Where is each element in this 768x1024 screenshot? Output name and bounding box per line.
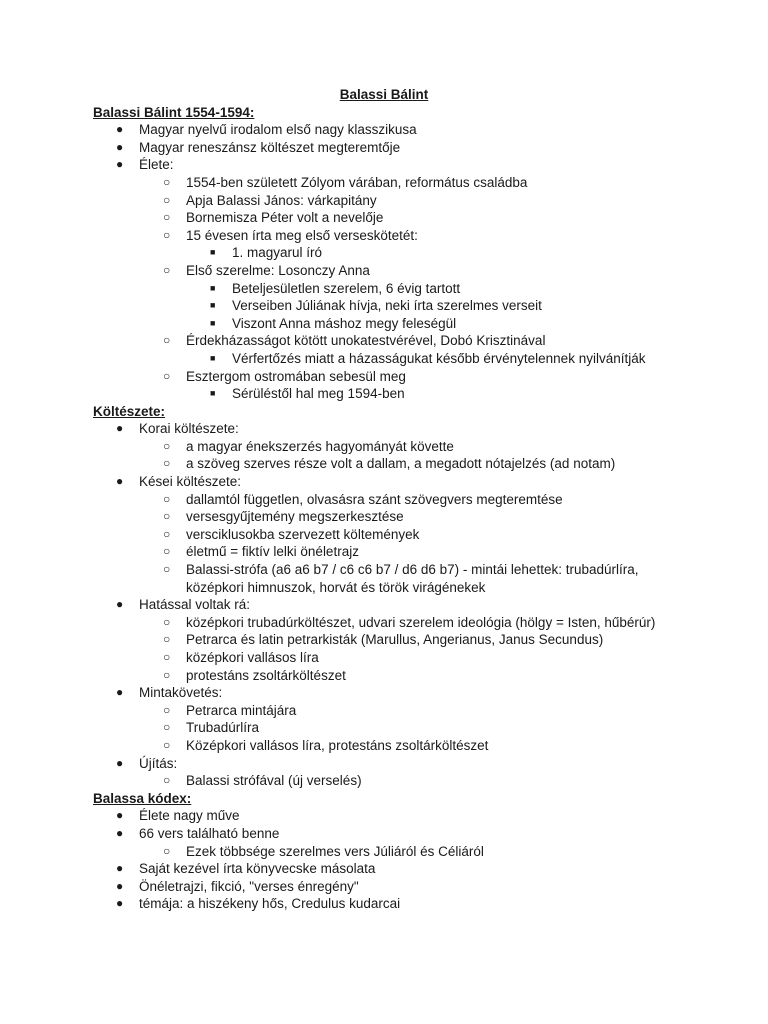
bullet-marker: ■ [210, 388, 216, 399]
bullet-marker: ○ [163, 632, 171, 647]
bullet-marker: ○ [163, 526, 171, 541]
list-item: ○ Középkori vallásos líra, protestáns zsoltárköltészet [163, 737, 489, 753]
bullet-marker: ● [116, 597, 124, 612]
list-item: ● Élete: [116, 157, 174, 173]
bullet-marker: ○ [163, 702, 171, 717]
list-item: ○ életmű = fiktív lelki önéletrajz [163, 544, 359, 560]
list-item: ○ a szöveg szerves része volt a dallam, a megadott nótajelzés (ad notam) [163, 456, 616, 472]
list-item: ● Saját kezével írta könyvecske másolata [116, 861, 376, 877]
list-item: ○ Érdekházasságot kötött unokatestvérével, Dobó Krisztinával [163, 333, 546, 349]
document-body [0, 86, 768, 913]
bullet-marker: ● [116, 685, 124, 700]
bullet-marker: ■ [210, 247, 216, 258]
section-heading-codex: Balassa kódex: [93, 790, 192, 806]
section-heading-poetry: Költészete: [93, 403, 166, 419]
list-item: ● Hatással voltak rá: [116, 597, 251, 613]
bullet-marker: ○ [163, 333, 171, 348]
bullet-marker: ● [116, 896, 124, 911]
list-item: ■ Beteljesületlen szerelem, 6 évig tartott [210, 280, 461, 296]
list-item: ○ Első szerelme: Losonczy Anna [163, 262, 370, 278]
list-item: ○ Balassi strófával (új verselés) [163, 773, 362, 789]
list-item: ■ Sérüléstől hal meg 1594-ben [210, 386, 405, 402]
list-item: ● Kései költészete: [116, 474, 242, 490]
bullet-marker: ○ [163, 192, 171, 207]
list-item: ○ protestáns zsoltárköltészet [163, 667, 346, 683]
list-item: ● Újítás: [116, 755, 178, 771]
list-item: ■ 1. magyarul író [210, 245, 323, 261]
list-item: ■ Vérfertőzés miatt a házasságukat később érvénytelennek nyilvánítják [210, 350, 646, 366]
list-item: ○ Petrarca mintájára [163, 702, 297, 718]
list-item: ○ Ezek többsége szerelmes vers Júliáról és Céliáról [163, 843, 484, 859]
list-item: ■ Viszont Anna máshoz megy feleségül [210, 315, 457, 331]
list-item: ○ Petrarca és latin petrarkisták (Marullus, Angerianus, Janus Secundus) [163, 632, 604, 648]
list-item: ○ Bornemisza Péter volt a nevelője [163, 210, 384, 226]
bullet-marker: ● [116, 421, 124, 436]
bullet-marker: ○ [163, 456, 171, 471]
list-item: ○ Apja Balassi János: várkapitány [163, 192, 377, 208]
list-item: ○ versciklusokba szervezett költemények [163, 526, 420, 542]
bullet-marker: ○ [163, 773, 171, 788]
list-item: ○ középkori trubadúrköltészet, udvari szerelem ideológia (hölgy = Isten, hűbérúr) [163, 614, 656, 630]
list-item: ○ középkori vallásos líra [163, 650, 319, 665]
document-title: Balassi Bálint [339, 87, 429, 102]
list-item: ○ 15 évesen írta meg első verseskötetét: [163, 227, 418, 243]
bullet-marker: ● [116, 474, 124, 489]
bullet-marker: ● [116, 157, 124, 172]
list-item: ○ Balassi-strófa (a6 a6 b7 / c6 c6 b7 / d6 d6 b7) - mintái lehettek: trubadúrlíra, középkori himnuszok, horvát és török virágénekek [163, 562, 639, 595]
bullet-marker: ● [116, 825, 124, 840]
list-item: ● 66 vers található benne [116, 825, 280, 841]
list-item: ● témája: a hiszékeny hős, Credulus kudarcai [116, 896, 401, 912]
bullet-marker: ○ [163, 227, 171, 242]
bullet-marker: ● [116, 808, 124, 823]
section-heading-biography: Balassi Bálint 1554-1594: [93, 104, 255, 120]
list-item: ○ versesgyűjtemény megszerkesztése [163, 509, 404, 525]
list-item: ○ Trubadúrlíra [163, 720, 260, 736]
bullet-marker: ○ [163, 720, 171, 735]
bullet-marker: ■ [210, 317, 216, 328]
bullet-marker: ● [116, 139, 124, 154]
list-item: ● Magyar reneszánsz költészet megteremtője [116, 139, 401, 155]
bullet-marker: ○ [163, 843, 171, 858]
bullet-marker: ○ [163, 667, 171, 682]
bullet-marker: ○ [163, 509, 171, 524]
bullet-marker: ○ [163, 737, 171, 752]
list-item: ○ 1554-ben született Zólyom várában, református családba [163, 174, 528, 190]
bullet-marker: ● [116, 861, 124, 876]
list-item: ○ a magyar énekszerzés hagyományát követte [163, 438, 454, 454]
bullet-marker: ○ [163, 650, 171, 664]
list-item: ○ dallamtól független, olvasásra szánt szövegvers megteremtése [163, 491, 563, 507]
bullet-marker: ● [116, 122, 124, 137]
bullet-marker: ○ [163, 562, 171, 577]
bullet-marker: ■ [210, 282, 216, 293]
bullet-marker: ○ [163, 491, 171, 506]
list-item: ● Élete nagy műve [116, 808, 240, 824]
list-item: ○ Esztergom ostromában sebesül meg [163, 368, 406, 384]
bullet-marker: ○ [163, 174, 171, 189]
bullet-marker: ○ [163, 210, 171, 225]
bullet-marker: ■ [210, 300, 216, 311]
bullet-marker: ○ [163, 262, 171, 277]
bullet-marker: ■ [210, 352, 216, 363]
bullet-marker: ○ [163, 614, 171, 629]
list-item: ■ Verseiben Júliának hívja, neki írta szerelmes verseit [210, 298, 542, 314]
list-item: ● Magyar nyelvű irodalom első nagy klasszikusa [116, 122, 417, 138]
bullet-marker: ○ [163, 438, 171, 453]
list-item: ● Önéletrajzi, fikció, "verses énregény" [116, 878, 359, 894]
bullet-marker: ● [116, 755, 124, 770]
bullet-marker: ○ [163, 544, 171, 559]
bullet-marker: ● [116, 878, 124, 893]
list-item: ● Korai költészete: [116, 421, 239, 437]
list-item: ● Mintakövetés: [116, 685, 223, 701]
bullet-marker: ○ [163, 368, 171, 383]
